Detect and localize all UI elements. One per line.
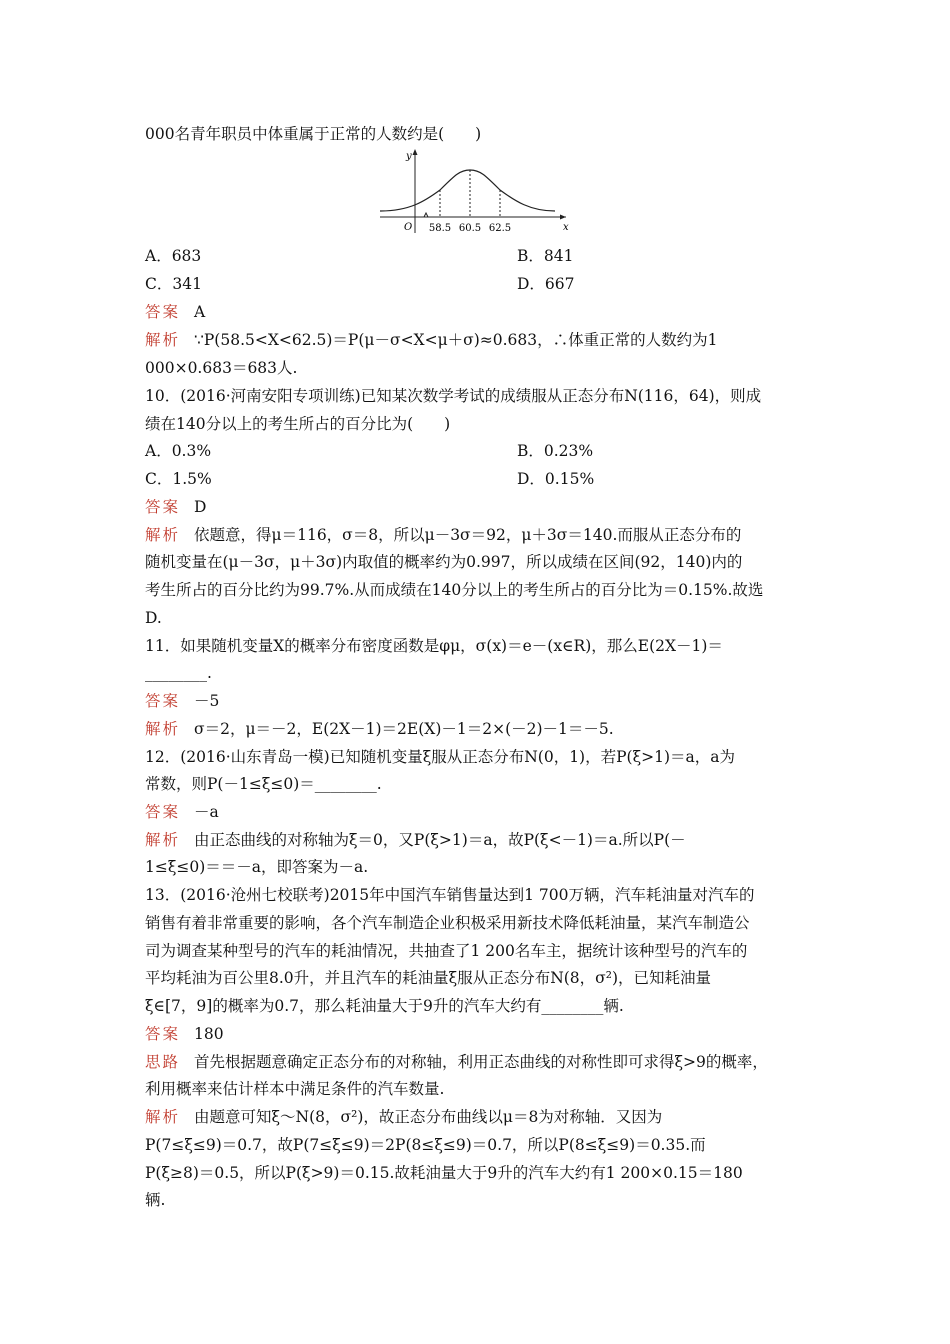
q13-analysis: 解析 由题意可知ξ～N(8，σ²)，故正态分布曲线以μ＝8为对称轴．又因为 (145, 1108, 663, 1126)
q9-option-d: D．667 (517, 275, 575, 293)
q13-analysis-cont-3: 辆. (145, 1191, 166, 1209)
analysis-tag: 解析 (145, 331, 181, 349)
q13-idea-cont: 利用概率来估计样本中满足条件的汽车数量. (145, 1080, 445, 1098)
question-12-stem-cont: 常数，则P(－1≤ξ≤0)＝________. (145, 775, 382, 793)
answer-value: A (194, 303, 206, 321)
q10-analysis-cont-2: 考生所占的百分比约为99.7%.从而成绩在140分以上的考生所占的百分比为＝0.15%.故选 (145, 581, 764, 599)
y-label: y (406, 151, 412, 162)
question-10-stem: 10．(2016·河南安阳专项训练)已知某次数学考试的成绩服从正态分布N(116，64)，则成 (145, 387, 762, 405)
question-10-stem-cont: 绩在140分以上的考生所占的百分比为( ) (145, 415, 451, 433)
q12-answer (145, 802, 219, 822)
axis-break-mark (424, 213, 428, 217)
answer-tag: 答案 (145, 1025, 181, 1043)
x-label: x (563, 222, 569, 233)
q12-analysis: 解析 由正态曲线的对称轴为ξ＝0，又P(ξ>1)＝a，故P(ξ<－1)＝a.所以P(－ (145, 831, 686, 849)
tick-62-5: 62.5 (488, 223, 512, 234)
analysis-tag: 解析 (145, 526, 181, 544)
analysis-tag: 解析 (145, 831, 181, 849)
q10-option-c: C．1.5% (145, 470, 212, 488)
normal-density-curve (380, 170, 555, 211)
idea-tag: 思路 (145, 1053, 181, 1071)
q10-analysis-cont-3: D. (145, 609, 162, 627)
q9-answer (145, 302, 205, 322)
y-axis-arrow (413, 149, 418, 155)
x-axis-arrow (560, 215, 566, 220)
answer-tag: 答案 (145, 303, 181, 321)
origin-label: O (404, 222, 413, 233)
q9-analysis: 解析 ∵P(58.5<X<62.5)＝P(μ－σ<X<μ＋σ)≈0.683，∴体重正常的人数约为1 (145, 331, 718, 349)
question-11-blank: ________. (145, 664, 212, 682)
q10-answer (145, 497, 206, 517)
tick-58-5: 58.5 (428, 223, 452, 234)
answer-value: 180 (194, 1025, 224, 1043)
tick-60-5: 60.5 (458, 223, 482, 234)
normal-curve-figure (370, 145, 580, 240)
q13-analysis-cont-2: P(ξ≥8)＝0.5，所以P(ξ>9)＝0.15.故耗油量大于9升的汽车大约有1 200×0.15＝180 (145, 1164, 743, 1182)
q10-option-a: A．0.3% (145, 442, 212, 460)
question-13-stem-2: 销售有着非常重要的影响，各个汽车制造企业积极采用新技术降低耗油量，某汽车制造公 (145, 914, 750, 932)
question-13-stem-4: 平均耗油为百公里8.0升，并且汽车的耗油量ξ服从正态分布N(8，σ²)，已知耗油量 (145, 969, 712, 987)
question-11-stem: 11．如果随机变量X的概率分布密度函数是φμ，σ(x)＝e－(x∈R)，那么E(2X－1)＝ (145, 637, 723, 655)
q11-answer (145, 691, 219, 711)
answer-tag: 答案 (145, 692, 181, 710)
q13-analysis-cont-1: P(7≤ξ≤9)＝0.7，故P(7≤ξ≤9)＝2P(8≤ξ≤9)＝0.7，所以P(8≤ξ≤9)＝0.35.而 (145, 1136, 706, 1154)
q13-answer (145, 1024, 224, 1044)
q9-analysis-cont: 000×0.683＝683人. (145, 359, 298, 377)
question-13-stem-1: 13．(2016·沧州七校联考)2015年中国汽车销售量达到1 700万辆，汽车耗油量对汽车的 (145, 886, 755, 904)
analysis-tag: 解析 (145, 720, 181, 738)
analysis-tag: 解析 (145, 1108, 181, 1126)
answer-value: D (194, 498, 207, 516)
q10-option-b: B．0.23% (517, 442, 594, 460)
q9-option-b: B．841 (517, 247, 574, 265)
q10-option-d: D．0.15% (517, 470, 595, 488)
q9-option-a: A．683 (145, 247, 202, 265)
question-12-stem: 12．(2016·山东青岛一模)已知随机变量ξ服从正态分布N(0，1)，若P(ξ>1)＝a，a为 (145, 748, 736, 766)
answer-tag: 答案 (145, 803, 181, 821)
question-13-stem-3: 司为调查某种型号的汽车的耗油情况，共抽查了1 200名车主，据统计该种型号的汽车的 (145, 942, 748, 960)
q9-option-c: C．341 (145, 275, 202, 293)
answer-tag: 答案 (145, 498, 181, 516)
q10-analysis-cont-1: 随机变量在(μ－3σ，μ＋3σ)内取值的概率约为0.997，所以成绩在区间(92，140)内的 (145, 553, 743, 571)
answer-value: －5 (194, 692, 220, 710)
q11-analysis: 解析 σ＝2，μ＝－2，E(2X－1)＝2E(X)－1＝2×(－2)－1＝－5. (145, 720, 614, 738)
q10-analysis: 解析 依题意，得μ＝116，σ＝8，所以μ－3σ＝92，μ＋3σ＝140.而服从正态分布的 (145, 526, 742, 544)
q13-idea: 思路 首先根据题意确定正态分布的对称轴，利用正态曲线的对称性即可求得ξ>9的概率， (145, 1053, 768, 1071)
q12-analysis-cont: 1≤ξ≤0)＝＝－a，即答案为－a. (145, 858, 369, 876)
question-13-stem-5: ξ∈[7，9]的概率为0.7，那么耗油量大于9升的汽车大约有________辆. (145, 997, 624, 1015)
question-9-stem: 000名青年职员中体重属于正常的人数约是( ) (145, 125, 482, 143)
answer-value: －a (194, 803, 219, 821)
